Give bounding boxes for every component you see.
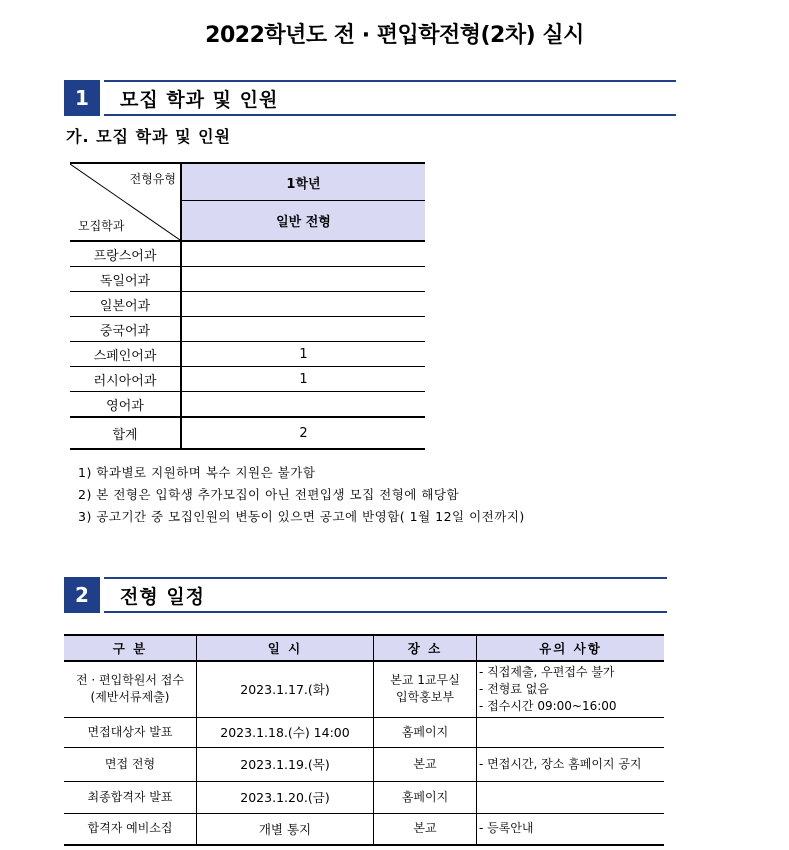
note-line: - 전형료 없음 — [479, 681, 549, 696]
recruitment-table — [70, 162, 425, 450]
section-1-number: 1 — [64, 80, 100, 116]
header-type: 일반 전형 — [181, 201, 425, 241]
table-row — [70, 392, 425, 418]
note-line: - 접수시간 09:00~16:00 — [479, 698, 617, 713]
note-item: 1) 학과별로 지원하며 복수 지원은 불가함 — [78, 465, 316, 480]
page-title: 2022학년도 전 · 편입학전형(2차) 실시 — [205, 23, 584, 48]
schedule-date: 2023.1.17.(화) — [197, 661, 374, 717]
category-line: 전 · 편입학원서 접수 — [76, 673, 184, 688]
schedule-notes — [477, 747, 665, 781]
dept-count — [181, 267, 425, 292]
total-row — [70, 417, 425, 449]
section-1-header — [64, 80, 676, 116]
place-line: 본교 — [413, 756, 437, 771]
schedule-category — [64, 813, 197, 845]
table-corner-cell — [70, 163, 181, 241]
schedule-notes — [477, 781, 665, 813]
place-line: 입학홍보부 — [396, 690, 454, 705]
dept-name: 일본어과 — [70, 292, 181, 317]
schedule-row — [64, 747, 664, 781]
schedule-place — [374, 813, 477, 845]
category-line: 합격자 예비소집 — [87, 821, 173, 836]
category-line: 면접대상자 발표 — [87, 724, 173, 739]
place-line: 본교 — [413, 821, 437, 836]
table-row — [70, 292, 425, 317]
dept-count — [181, 241, 425, 267]
section-2-rule-bottom — [104, 611, 667, 613]
schedule-notes — [477, 717, 665, 747]
dept-count: 1 — [181, 342, 425, 367]
section-2-number: 2 — [64, 577, 100, 613]
note-item: 3) 공고기간 중 모집인원의 변동이 있으면 공고에 반영함( 1월 12일 이전까지) — [78, 509, 525, 524]
schedule-date: 2023.1.20.(금) — [197, 781, 374, 813]
schedule-place — [374, 717, 477, 747]
table-row — [70, 241, 425, 267]
col-header-category: 구 분 — [64, 635, 197, 661]
note-line: - 직접제출, 우편접수 불가 — [479, 664, 615, 679]
notes-list — [78, 462, 525, 528]
dept-name: 스페인어과 — [70, 342, 181, 367]
dept-name: 중국어과 — [70, 317, 181, 342]
col-header-place: 장 소 — [374, 635, 477, 661]
col-header-date: 일 시 — [197, 635, 374, 661]
schedule-notes — [477, 813, 665, 845]
corner-top-label: 전형유형 — [129, 172, 176, 186]
section-1-rule-bottom — [104, 114, 676, 116]
schedule-row — [64, 717, 664, 747]
category-line: 면접 전형 — [104, 756, 156, 771]
schedule-date: 2023.1.19.(목) — [197, 747, 374, 781]
dept-count — [181, 392, 425, 418]
dept-count — [181, 317, 425, 342]
category-line: 최종합격자 발표 — [87, 789, 173, 804]
total-label: 합계 — [70, 417, 181, 449]
schedule-date: 개별 통지 — [197, 813, 374, 845]
dept-name: 영어과 — [70, 392, 181, 418]
place-line: 홈페이지 — [401, 789, 449, 804]
table-row — [70, 367, 425, 392]
schedule-date: 2023.1.18.(수) 14:00 — [197, 717, 374, 747]
table-row — [70, 267, 425, 292]
col-header-notes: 유의 사항 — [477, 635, 665, 661]
note-line: - 면접시간, 장소 홈페이지 공지 — [479, 756, 642, 771]
category-line: (제반서류제출) — [90, 690, 170, 705]
note-line: - 등록안내 — [479, 821, 534, 836]
schedule-category — [64, 747, 197, 781]
schedule-row — [64, 661, 664, 717]
place-line: 본교 1교무실 — [390, 673, 460, 688]
schedule-table — [64, 634, 664, 846]
subheading: 가. 모집 학과 및 인원 — [66, 127, 232, 146]
schedule-place — [374, 781, 477, 813]
section-2-header — [64, 577, 667, 613]
note-item: 2) 본 전형은 입학생 추가모집이 아닌 전편입생 모집 전형에 해당함 — [78, 487, 460, 502]
header-year: 1학년 — [181, 163, 425, 201]
total-value: 2 — [181, 417, 425, 449]
section-2-rule-top — [104, 577, 667, 579]
section-1-title: 모집 학과 및 인원 — [120, 89, 279, 111]
table-row — [70, 317, 425, 342]
dept-name: 러시아어과 — [70, 367, 181, 392]
schedule-notes — [477, 661, 665, 717]
section-2-title: 전형 일정 — [120, 586, 206, 608]
schedule-category — [64, 661, 197, 717]
place-line: 홈페이지 — [401, 724, 449, 739]
schedule-place — [374, 661, 477, 717]
dept-name: 프랑스어과 — [70, 241, 181, 267]
schedule-place — [374, 747, 477, 781]
table-row — [70, 342, 425, 367]
dept-name: 독일어과 — [70, 267, 181, 292]
schedule-category — [64, 717, 197, 747]
section-1-rule-top — [104, 80, 676, 82]
schedule-row — [64, 813, 664, 845]
dept-count: 1 — [181, 367, 425, 392]
dept-count — [181, 292, 425, 317]
corner-bottom-label: 모집학과 — [78, 219, 125, 233]
schedule-row — [64, 781, 664, 813]
schedule-category — [64, 781, 197, 813]
